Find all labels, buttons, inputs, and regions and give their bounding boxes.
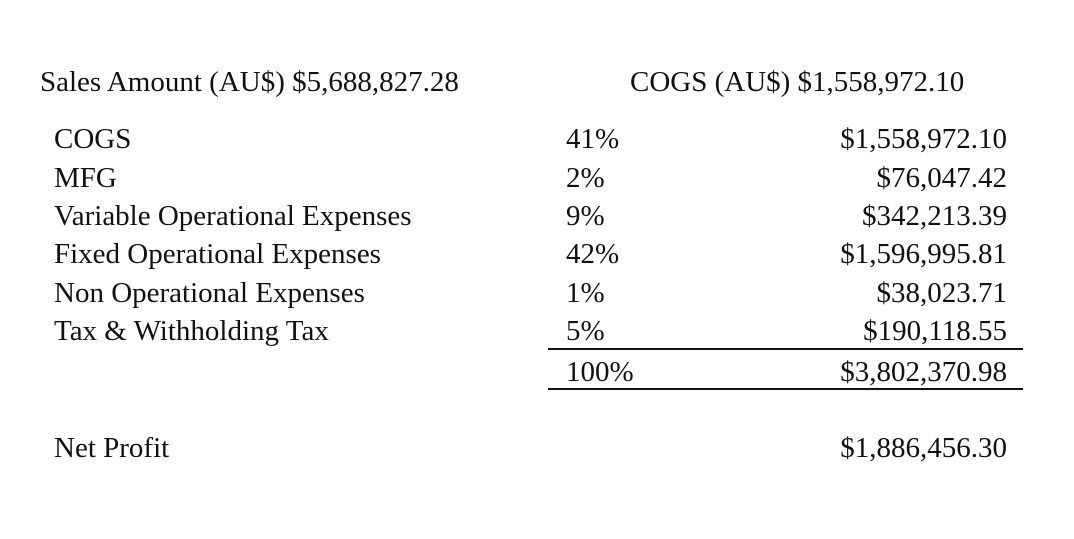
total-percent: 100% (566, 356, 634, 388)
row-label: COGS (54, 123, 132, 155)
row-amount: $1,558,972.10 (840, 123, 1007, 155)
row-amount: $1,596,995.81 (840, 238, 1007, 270)
row-label: Fixed Operational Expenses (54, 238, 381, 270)
row-percent: 5% (566, 315, 605, 347)
row-amount: $38,023.71 (876, 277, 1007, 309)
row-percent: 2% (566, 162, 605, 194)
total-bottom-rule (548, 388, 1023, 390)
row-percent: 9% (566, 200, 605, 232)
total-top-rule (548, 348, 1023, 350)
row-label: Variable Operational Expenses (54, 200, 412, 232)
row-percent: 42% (566, 238, 620, 270)
row-label: MFG (54, 162, 117, 194)
net-profit-amount: $1,886,456.30 (840, 432, 1007, 464)
row-amount: $76,047.42 (876, 162, 1007, 194)
row-percent: 41% (566, 123, 620, 155)
row-amount: $190,118.55 (863, 315, 1007, 347)
net-profit-label: Net Profit (54, 432, 170, 464)
total-amount: $3,802,370.98 (840, 356, 1007, 388)
row-percent: 1% (566, 277, 605, 309)
row-label: Non Operational Expenses (54, 277, 365, 309)
sales-amount-header: Sales Amount (AU$) $5,688,827.28 (40, 66, 459, 98)
row-label: Tax & Withholding Tax (54, 315, 329, 347)
row-amount: $342,213.39 (862, 200, 1007, 232)
cogs-header: COGS (AU$) $1,558,972.10 (630, 66, 965, 98)
